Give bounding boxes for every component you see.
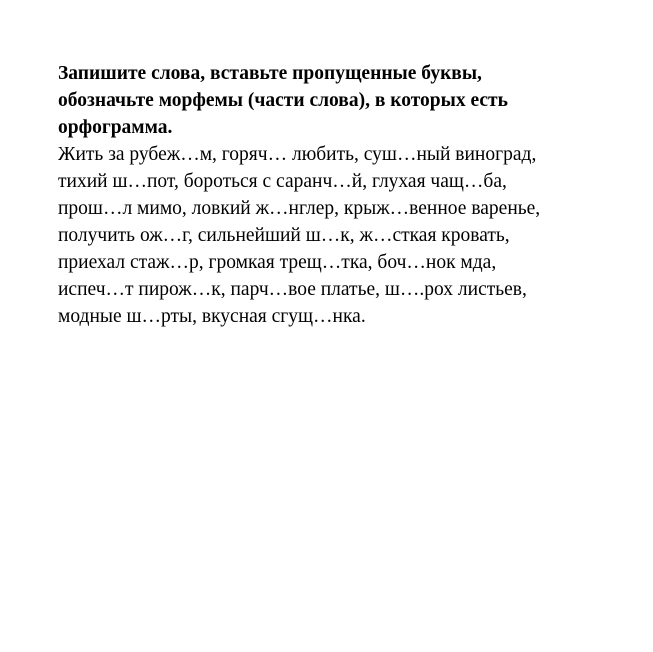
body-line: приехал стаж…р, громкая трещ…тка, боч…нок мда, xyxy=(58,252,497,273)
body-line: модные ш…рты, вкусная сгущ…нка. xyxy=(58,306,366,327)
document-page xyxy=(58,60,648,330)
heading-line: обозначьте морфемы (части слова), в которых есть xyxy=(58,90,508,111)
body-line: получить ож…г, сильнейший ш…к, ж…сткая кровать, xyxy=(58,225,510,246)
heading-line: орфограмма. xyxy=(58,117,173,138)
task-heading xyxy=(58,60,648,141)
task-body xyxy=(58,141,648,330)
body-line: Жить за рубеж…м, горяч… любить, суш…ный виноград, xyxy=(58,144,537,165)
body-line: испеч…т пирож…к, парч…вое платье, ш….рох листьев, xyxy=(58,279,527,300)
body-line: тихий ш…пот, бороться с саранч…й, глухая чащ…ба, xyxy=(58,171,507,192)
body-line: прош…л мимо, ловкий ж…нглер, крыж…венное варенье, xyxy=(58,198,541,219)
heading-line: Запишите слова, вставьте пропущенные буквы, xyxy=(58,63,482,84)
